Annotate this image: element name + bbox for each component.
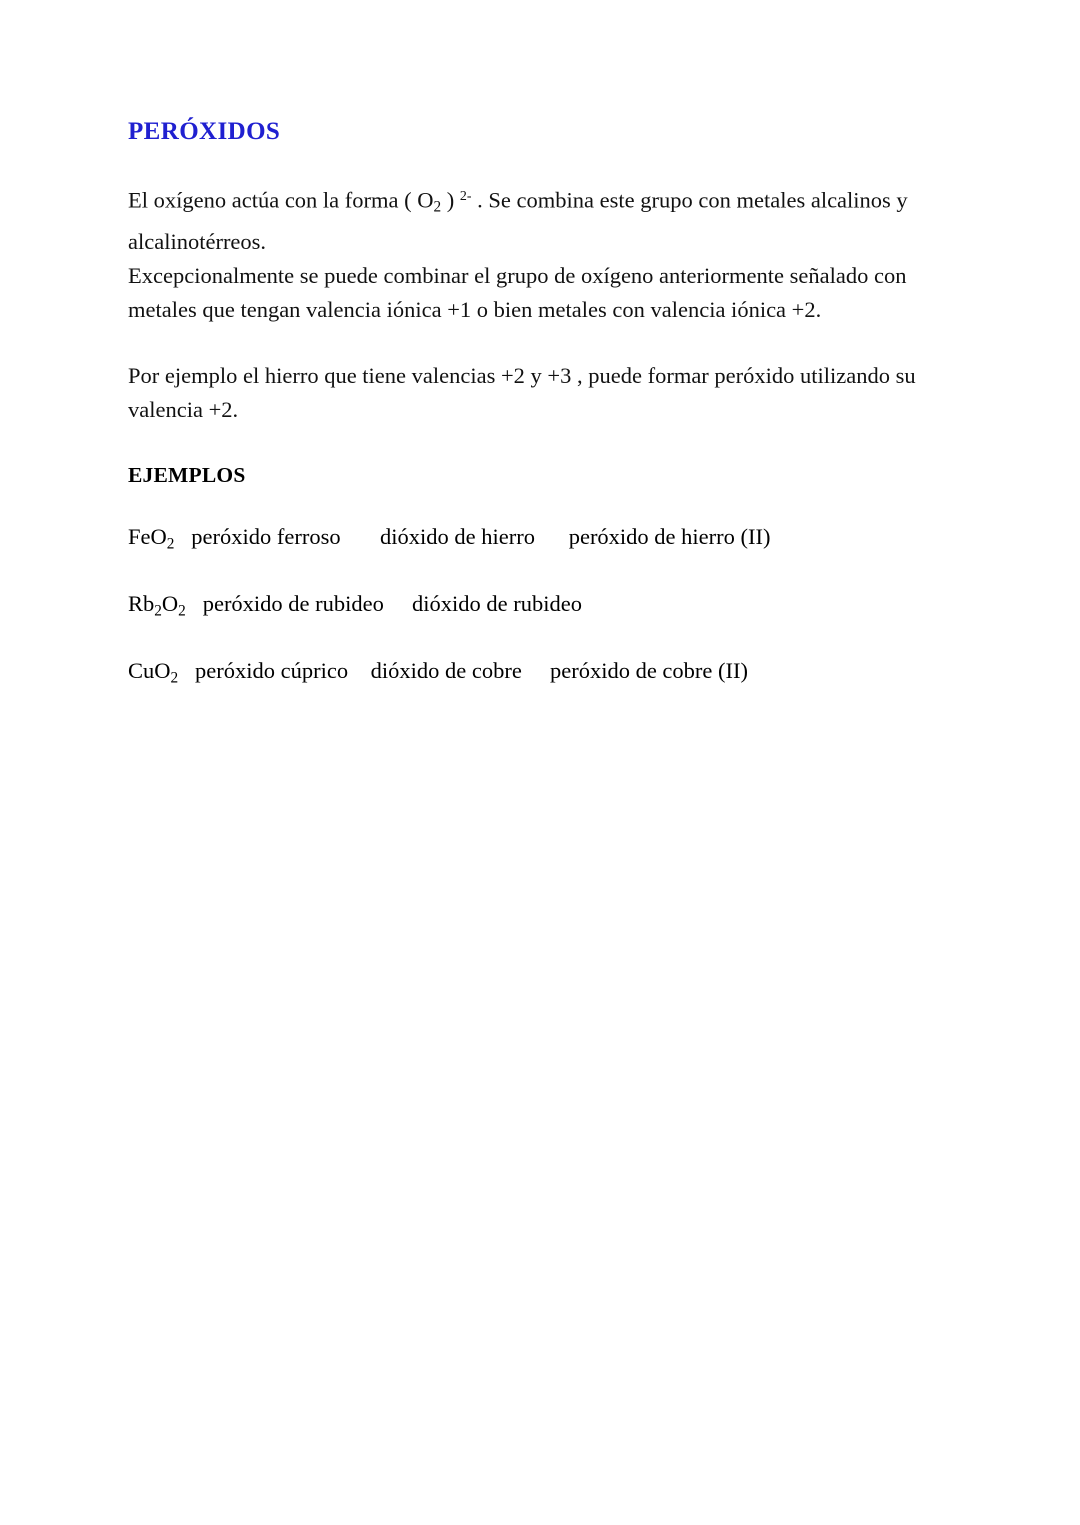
page-title: PERÓXIDOS xyxy=(128,118,281,145)
formula-rb2o2-subscript-1: 2 xyxy=(154,602,162,620)
formula-feo2-subscript: 2 xyxy=(166,534,175,552)
formula-cuo2-prefix: CuO xyxy=(128,658,171,684)
spacer-text xyxy=(174,524,191,549)
example-row xyxy=(128,654,952,695)
example-name: peróxido ferroso xyxy=(191,523,341,549)
spacer-text xyxy=(535,524,569,549)
spacer-text xyxy=(186,591,203,616)
formula-rb2o2-mid: O xyxy=(161,590,179,616)
intro-suffix: . Se combina este grupo con metales alcalinos y alcalinotérreos. xyxy=(128,187,908,254)
example-name: peróxido de hierro (II) xyxy=(568,523,771,549)
formula-feo2-prefix: FeO xyxy=(128,523,167,549)
intro-prefix: El oxígeno actúa con la forma ( O xyxy=(128,187,434,213)
spacer-text xyxy=(522,658,550,683)
spacer-text xyxy=(384,591,412,616)
spacer xyxy=(128,427,952,463)
spacer-text xyxy=(341,524,380,549)
example-name: peróxido cúprico xyxy=(195,658,349,684)
paragraph-exception: Excepcionalmente se puede combinar el grupo de oxígeno anteriormente señalado con metales que tengan valencia iónica +1 o bien metales con valencia iónica +2. xyxy=(128,262,907,322)
example-row xyxy=(128,587,952,628)
examples-heading: EJEMPLOS xyxy=(128,462,246,487)
example-name: dióxido de rubideo xyxy=(412,590,583,616)
spacer xyxy=(128,327,952,359)
paragraph-intro xyxy=(128,180,952,259)
example-name: peróxido de cobre (II) xyxy=(549,658,748,684)
intro-mid: ) xyxy=(441,187,460,213)
formula-cuo2-subscript: 2 xyxy=(170,669,179,687)
formula-rb2o2-subscript-2: 2 xyxy=(178,602,186,620)
example-name: dióxido de cobre xyxy=(370,658,522,684)
formula-rb2o2-prefix: Rb xyxy=(128,590,155,616)
example-name: peróxido de rubideo xyxy=(202,590,384,616)
example-name: dióxido de hierro xyxy=(379,523,535,549)
charge-superscript: 2- xyxy=(459,189,472,204)
spacer xyxy=(128,488,952,520)
spacer-text xyxy=(348,658,371,683)
spacer xyxy=(128,628,952,654)
example-row xyxy=(128,520,952,561)
spacer xyxy=(128,561,952,587)
spacer-text xyxy=(178,658,195,683)
oxygen-subscript: 2 xyxy=(433,198,442,216)
paragraph-iron-example: Por ejemplo el hierro que tiene valencias +2 y +3 , puede formar peróxido utilizando su valencia +2. xyxy=(128,362,916,422)
